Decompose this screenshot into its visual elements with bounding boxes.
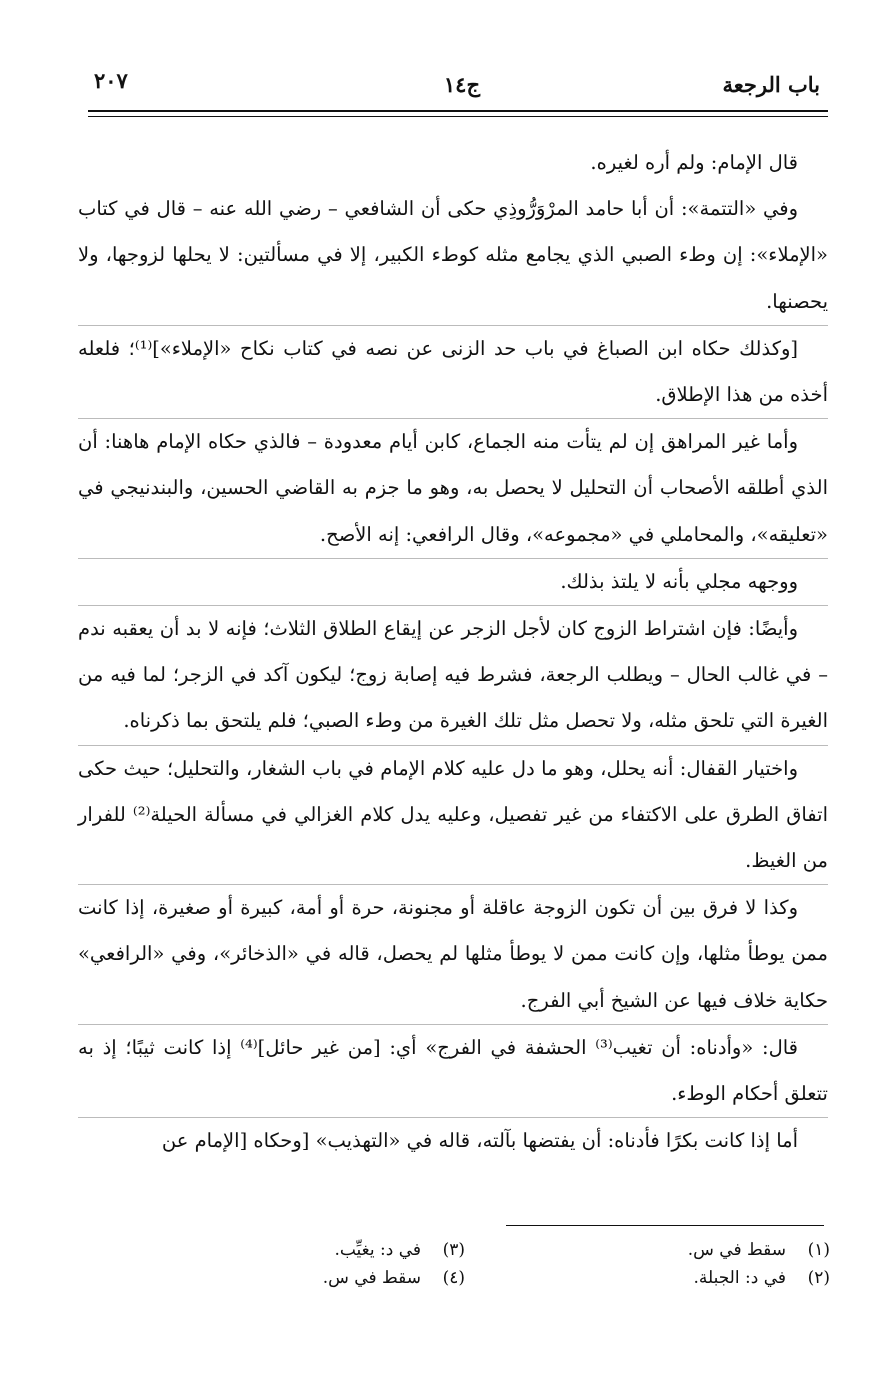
main-text xyxy=(78,140,828,1164)
footnote-number: (٢) xyxy=(807,1268,830,1288)
footnote-text: سقط في س. xyxy=(687,1240,786,1260)
chapter-title: باب الرجعة xyxy=(722,72,820,97)
footnote-separator xyxy=(506,1225,824,1226)
footnote xyxy=(688,1240,830,1260)
footnotes xyxy=(290,1240,830,1300)
footnote-number: (١) xyxy=(807,1240,830,1260)
paragraph: واختيار القفال: أنه يحلل، وهو ما دل عليه كلام الإمام في باب الشغار، والتحليل؛ حيث حكى اتفاق الطرق على الاكتفاء من غير تفصيل، وعليه يدل كلام الغزالي في مسألة الحيلة⁽²⁾ للفرار من الغيظ. xyxy=(78,745,828,885)
paragraph: أما إذا كانت بكرًا فأدناه: أن يفتضها بآلته، قاله في «التهذيب» [وحكاه [الإمام عن xyxy=(78,1117,828,1164)
paragraph: وفي «التتمة»: أن أبا حامد المرْوَرُّوذِي حكى أن الشافعي – رضي الله عنه – قال في كتاب «الإملاء»: إن وطء الصبي الذي يجامع مثله كوطء الكبير، إلا في مسألتين: لا يحلها لزوجها، ولا يحصنها. xyxy=(78,197,828,313)
header-rule-thin xyxy=(88,116,828,117)
footnote-number: (٤) xyxy=(442,1268,465,1288)
paragraph: وأما غير المراهق إن لم يتأت منه الجماع، كابن أيام معدودة – فالذي حكاه الإمام هاهنا: أن الذي أطلقه الأصحاب أن التحليل لا يحصل به، وهو ما جزم به القاضي الحسين، والبندنيجي في «تعليقه»، والمحاملي في «مجموعه»، وقال الرافعي: إنه الأصح. xyxy=(78,418,828,558)
footnote xyxy=(693,1268,830,1288)
paragraph: [وكذلك حكاه ابن الصباغ في باب حد الزنى عن نصه في كتاب نكاح «الإملاء»]⁽¹⁾؛ فلعله أخذه من هذا الإطلاق. xyxy=(78,325,828,418)
footnote-number: (٣) xyxy=(442,1240,465,1260)
footnote-text: سقط في س. xyxy=(322,1268,421,1288)
page-number: ٢٠٧ xyxy=(94,68,128,93)
footnote-text: في د: يغيِّب. xyxy=(334,1240,421,1260)
paragraph: قال الإمام: ولم أره لغيره. xyxy=(590,151,798,174)
footnote xyxy=(334,1240,465,1260)
paragraph: ووجهه مجلي بأنه لا يلتذ بذلك. xyxy=(78,558,828,605)
paragraph: وكذا لا فرق بين أن تكون الزوجة عاقلة أو مجنونة، حرة أو أمة، كبيرة أو صغيرة، إذا كانت ممن يوطأ مثلها، وإن كانت ممن لا يوطأ مثلها لم يحصل، قاله في «الذخائر»، وفي «الرافعي» حكاية خلاف فيها عن الشيخ أبي الفرج. xyxy=(78,884,828,1024)
running-header xyxy=(88,68,820,108)
paragraph: قال: «وأدناه: أن تغيب⁽³⁾ الحشفة في الفرج» أي: [من غير حائل]⁽⁴⁾ إذا كانت ثيبًا؛ إذ به تتعلق أحكام الوطء. xyxy=(78,1024,828,1117)
volume-number: ج١٤ xyxy=(443,72,480,97)
header-rule-thick xyxy=(88,110,828,112)
paragraph: وأيضًا: فإن اشتراط الزوج كان لأجل الزجر عن إيقاع الطلاق الثلاث؛ فإنه لا بد أن يعقبه ندم – في غالب الحال – ويطلب الرجعة، فشرط فيه إصابة زوج؛ ليكون آكد في الزجر؛ لما فيه من الغيرة التي تلحق مثله، ولا تحصل مثل تلك الغيرة من وطء الصبي؛ فلم يلتحق بما ذكرناه. xyxy=(78,605,828,745)
footnote-text: في د: الجبلة. xyxy=(693,1268,786,1288)
footnote xyxy=(323,1268,465,1288)
